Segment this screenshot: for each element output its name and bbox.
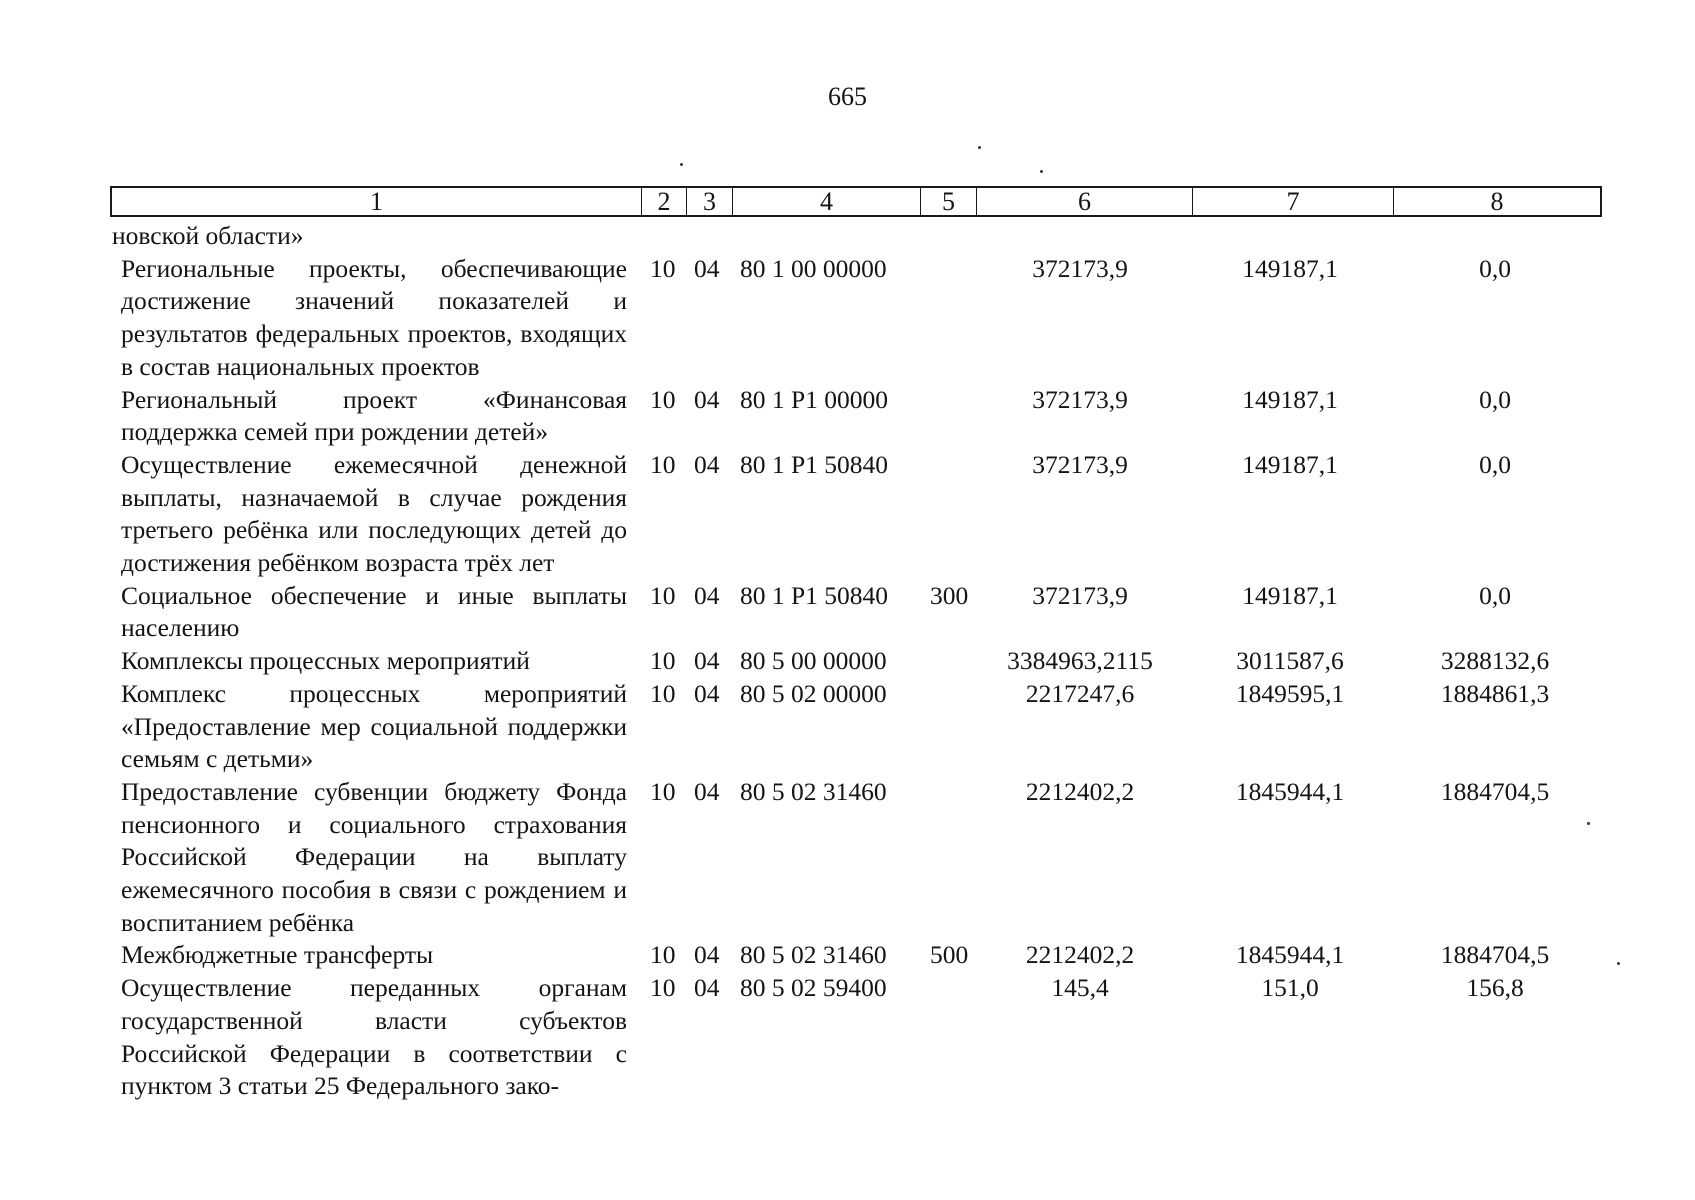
row-value-col6: 372173,9 [1032,253,1128,283]
row-value-col8: 0,0 [1479,253,1511,283]
row-section: 10 [650,678,676,708]
row-value-col7: 149187,1 [1242,449,1338,479]
table-row [0,678,1695,776]
header-cell: 7 [1193,188,1394,215]
row-description: новской области» [112,221,304,250]
row-value-col7: 1845944,1 [1235,776,1345,806]
row-section: 10 [650,940,676,970]
row-section: 10 [650,973,676,1003]
row-value-col8: 0,0 [1479,449,1511,479]
row-target-code: 80 5 02 00000 [740,678,887,708]
row-value-col6: 372173,9 [1032,384,1128,414]
row-value-col7: 3011587,6 [1236,646,1344,676]
row-expense-type: 300 [930,580,969,610]
row-section: 10 [650,646,676,676]
row-expense-type: 500 [930,940,969,970]
row-section: 10 [650,449,676,479]
header-cell: 5 [921,188,977,215]
row-value-col6: 2217247,6 [1025,678,1135,708]
row-value-col7: 151,0 [1261,973,1319,1003]
row-value-col7: 149187,1 [1242,253,1338,283]
scan-speck [1040,170,1043,173]
row-description: Комплекс процессных мероприятий «Предоставление мер социальной поддержки семьям с детьми» [121,678,627,774]
row-subsection: 04 [694,253,720,283]
table-body [0,220,1695,1103]
header-cell: 8 [1490,187,1504,216]
row-description: Региональные проекты, обеспечивающие достижение значений показателей и результатов федеральных проектов, входящих в состав национальных проектов [121,253,627,381]
row-value-col8: 0,0 [1479,384,1511,414]
row-subsection: 04 [694,449,720,479]
header-cell: 6 [977,188,1193,215]
table-row [0,580,1695,645]
row-value-col8: 0,0 [1479,580,1511,610]
table-row [0,645,1695,678]
table-row [0,939,1695,972]
row-description: Предоставление субвенции бюджету Фонда пенсионного и социального страхования Российской Федерации на выплату ежемесячного пособия в связи с рождением и воспитанием ребёнка [121,776,627,937]
row-target-code: 80 1 00 00000 [740,253,887,283]
row-value-col7: 1849595,1 [1235,678,1345,708]
header-cell: 2 [642,188,687,215]
row-description: Осуществление переданных органам государственной власти субъектов Российской Федерации в соответствии с пунктом 3 статьи 25 Федерального зако- [121,973,627,1101]
header-cell: 4 [733,188,921,215]
row-subsection: 04 [694,678,720,708]
row-subsection: 04 [694,580,720,610]
row-description: Социальное обеспечение и иные выплаты населению [121,580,627,643]
header-cell: 1 [112,188,642,215]
row-section: 10 [650,253,676,283]
row-value-col7: 149187,1 [1242,384,1338,414]
row-description: Осуществление ежемесячной денежной выплаты, назначаемой в случае рождения третьего ребёнка или последующих детей до достижения ребёнком возраста трёх лет [121,449,627,578]
row-description: Межбюджетные трансферты [121,940,434,970]
row-target-code: 80 5 02 31460 [740,940,887,970]
row-value-col8: 1884861,3 [1440,678,1550,708]
row-description: Региональный проект «Финансовая поддержка семей при рождении детей» [121,384,627,447]
row-value-col6: 2212402,2 [1025,776,1135,806]
table-row [0,449,1695,580]
row-target-code: 80 5 02 59400 [740,973,887,1003]
row-section: 10 [650,776,676,806]
table-header [110,186,1602,217]
row-value-col6: 372173,9 [1032,449,1128,479]
row-subsection: 04 [694,973,720,1003]
table-row [0,972,1695,1103]
row-value-col7: 1845944,1 [1235,940,1345,970]
table-row [0,384,1695,449]
scan-speck [978,146,981,149]
header-cell: 3 [687,188,733,215]
row-target-code: 80 5 00 00000 [740,646,887,676]
scan-speck [680,163,683,166]
row-target-code: 80 1 P1 50840 [740,449,889,479]
table-row [0,776,1695,940]
row-value-col6: 372173,9 [1032,580,1128,610]
row-value-col6: 145,4 [1051,973,1109,1003]
row-value-col6: 3384963,2115 [1007,646,1153,676]
row-value-col6: 2212402,2 [1025,940,1135,970]
row-subsection: 04 [694,646,720,676]
row-target-code: 80 5 02 31460 [740,776,887,806]
row-value-col8: 3288132,6 [1440,646,1550,676]
row-value-col8: 156,8 [1466,973,1524,1003]
row-subsection: 04 [694,940,720,970]
row-section: 10 [650,384,676,414]
table-row [0,253,1695,384]
row-description: Комплексы процессных мероприятий [121,646,530,676]
row-subsection: 04 [694,776,720,806]
row-subsection: 04 [694,384,720,414]
row-value-col8: 1884704,5 [1440,940,1550,970]
page-number: 665 [828,82,867,111]
row-target-code: 80 1 P1 50840 [740,580,889,610]
row-value-col7: 149187,1 [1242,580,1338,610]
row-target-code: 80 1 P1 00000 [740,384,889,414]
row-value-col8: 1884704,5 [1440,776,1550,806]
table-row [0,220,1695,253]
row-section: 10 [650,580,676,610]
